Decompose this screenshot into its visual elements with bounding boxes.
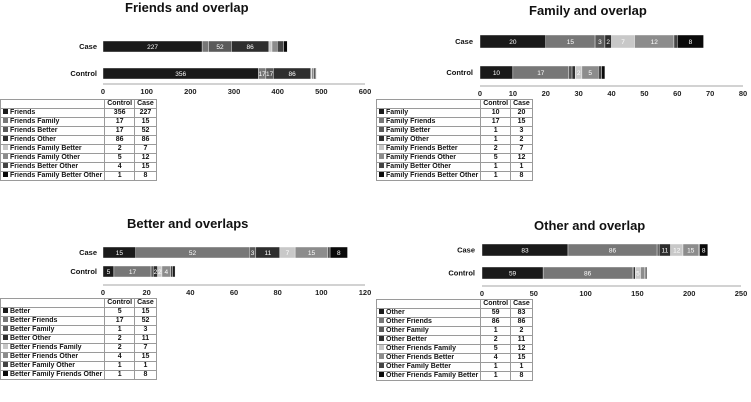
table-cell: 17 — [105, 317, 135, 326]
table-cell: 3 — [511, 127, 533, 136]
x-tick-label: 400 — [271, 87, 284, 96]
series-name: Family Friends Better Other — [386, 172, 479, 179]
table-header: Case — [511, 100, 533, 109]
data-label: 17 — [537, 69, 545, 77]
table-cell: 7 — [135, 145, 157, 154]
table-header — [377, 300, 481, 309]
series-name: Family Other — [386, 136, 429, 143]
table-cell: 12 — [511, 154, 533, 163]
data-label: 52 — [216, 43, 224, 51]
table-cell: 86 — [481, 318, 511, 327]
data-label: 86 — [288, 70, 296, 78]
table-cell: 7 — [511, 145, 533, 154]
table-cell: 86 — [105, 136, 135, 145]
table-cell: 4 — [105, 353, 135, 362]
table-cell: 10 — [481, 109, 511, 118]
data-label: 59 — [508, 270, 517, 278]
table-cell: 17 — [105, 127, 135, 136]
table-header: Case — [511, 300, 533, 309]
table-header: Control — [481, 100, 511, 109]
data-label: 5 — [106, 268, 111, 276]
table-cell: 1 — [481, 363, 511, 372]
table-cell: 17 — [105, 118, 135, 127]
table-cell: 1 — [481, 172, 511, 181]
series-name: Friends — [10, 109, 36, 116]
category-label: Control — [70, 69, 97, 78]
x-tick-label: 60 — [229, 288, 239, 297]
x-tick-label: 200 — [682, 289, 696, 298]
data-label: 15 — [307, 249, 316, 257]
x-tick-label: 120 — [358, 288, 372, 297]
series-name: Other Friends Better — [386, 354, 455, 361]
legend-swatch — [379, 336, 384, 341]
table-cell: 12 — [511, 345, 533, 354]
data-label: 11 — [661, 247, 669, 255]
table-cell: 15 — [511, 354, 533, 363]
bar-segment — [646, 267, 647, 279]
x-tick-label: 50 — [640, 89, 649, 98]
data-label: 11 — [264, 249, 272, 257]
table-header: Control — [105, 299, 135, 308]
table-cell: 1 — [511, 363, 533, 372]
table-cell: 15 — [135, 308, 157, 317]
x-tick-label: 0 — [100, 288, 106, 297]
data-label: 3 — [250, 249, 255, 257]
table-cell: 52 — [135, 317, 157, 326]
x-tick-label: 0 — [100, 87, 106, 96]
table-cell: 2 — [105, 145, 135, 154]
data-label: 8 — [688, 38, 693, 46]
table-cell: 356 — [105, 109, 135, 118]
table-row — [377, 363, 533, 372]
series-name: Friends Family Better Other — [10, 172, 103, 179]
data-label: 17 — [128, 268, 137, 276]
table-cell: 20 — [511, 109, 533, 118]
data-label: 20 — [509, 38, 517, 46]
table-cell: 1 — [481, 327, 511, 336]
table-row — [377, 354, 533, 363]
series-name: Other Family Better — [386, 363, 451, 370]
table-cell: 12 — [135, 154, 157, 163]
series-label — [377, 309, 481, 318]
series-label — [377, 327, 481, 336]
category-label: Case — [455, 37, 473, 46]
table-row — [377, 318, 533, 327]
category-label: Case — [457, 245, 475, 255]
x-tick-label: 200 — [184, 87, 197, 96]
data-label: 52 — [188, 249, 197, 257]
series-name: Family Better Other — [386, 163, 451, 170]
series-name: Better — [10, 308, 31, 315]
table-cell: 15 — [135, 118, 157, 127]
table-cell: 86 — [511, 318, 533, 327]
data-label: 17 — [265, 70, 274, 78]
x-tick-label: 100 — [140, 87, 153, 96]
table-cell: 7 — [135, 344, 157, 353]
table-cell: 11 — [135, 335, 157, 344]
table-cell: 1 — [105, 362, 135, 371]
legend-swatch — [379, 327, 384, 332]
table-cell: 52 — [135, 127, 157, 136]
series-name: Other Friends — [386, 318, 432, 325]
category-label: Case — [79, 42, 97, 51]
table-cell: 1 — [135, 362, 157, 371]
table-row — [377, 345, 533, 354]
data-label: 7 — [285, 249, 290, 257]
table-cell: 86 — [135, 136, 157, 145]
category-label: Control — [70, 267, 97, 276]
data-label: 8 — [701, 247, 706, 255]
data-label: 15 — [115, 249, 123, 257]
legend-swatch — [379, 363, 384, 368]
data-label: 86 — [246, 43, 254, 51]
data-label: 12 — [673, 247, 681, 255]
x-tick-label: 80 — [738, 89, 748, 98]
chart-title: Family and overlap — [529, 3, 647, 18]
legend-swatch — [379, 345, 384, 350]
series-name: Friends Better — [10, 127, 58, 134]
table-cell: 1 — [105, 326, 135, 335]
bar-segment — [641, 267, 645, 279]
data-label: 5 — [588, 69, 592, 77]
series-name: Family — [386, 109, 409, 116]
x-tick-label: 600 — [358, 87, 372, 96]
table-cell: 2 — [105, 344, 135, 353]
table-cell: 83 — [511, 309, 533, 318]
table-cell: 59 — [481, 309, 511, 318]
table-cell: 1 — [481, 163, 511, 172]
series-name: Friends Family Better — [10, 145, 82, 152]
table-cell: 1 — [105, 371, 135, 380]
series-name: Better Friends Family — [10, 344, 82, 351]
series-name: Better Friends — [10, 317, 58, 324]
x-tick-label: 0 — [479, 289, 485, 298]
x-tick-label: 500 — [315, 87, 328, 96]
table-cell: 5 — [105, 154, 135, 163]
series-label — [377, 336, 481, 345]
data-label: 17 — [258, 70, 266, 78]
table-row — [377, 327, 533, 336]
series-label — [377, 363, 481, 372]
series-name: Better Other — [10, 335, 51, 342]
x-tick-label: 300 — [227, 87, 241, 96]
series-label — [377, 372, 481, 381]
chart-title: Other and overlap — [534, 218, 646, 233]
table-cell: 5 — [105, 308, 135, 317]
legend-swatch — [379, 318, 384, 323]
series-name: Friends Better Other — [10, 163, 79, 170]
table-cell: 2 — [511, 136, 533, 145]
chart-title: Better and overlaps — [127, 216, 249, 231]
x-tick-label: 150 — [631, 289, 644, 298]
table-cell: 15 — [135, 163, 157, 172]
x-tick-label: 100 — [315, 288, 328, 297]
chart-title: Friends and overlap — [125, 0, 249, 15]
x-tick-label: 40 — [186, 288, 195, 297]
table-cell: 8 — [135, 172, 157, 181]
series-name: Other Family — [386, 327, 429, 334]
table-cell: 8 — [135, 371, 157, 380]
table-cell: 15 — [135, 353, 157, 362]
x-tick-label: 40 — [607, 89, 616, 98]
x-tick-label: 50 — [529, 289, 538, 298]
series-name: Other Friends Family Better — [386, 372, 479, 379]
data-label: 2 — [157, 268, 162, 276]
table-cell: 1 — [481, 372, 511, 381]
table-header: Control — [481, 300, 511, 309]
data-label: 356 — [175, 70, 187, 78]
x-tick-label: 60 — [673, 89, 682, 98]
table-row — [377, 372, 533, 381]
table-cell: 2 — [511, 327, 533, 336]
table-cell: 4 — [481, 354, 511, 363]
data-label: 5 — [636, 270, 640, 278]
legend-swatch — [379, 309, 384, 314]
x-tick-label: 80 — [273, 288, 282, 297]
table-cell: 1 — [105, 172, 135, 181]
table-header: Case — [135, 299, 157, 308]
table-cell: 2 — [481, 336, 511, 345]
table-cell: 5 — [481, 345, 511, 354]
x-tick-label: 20 — [541, 89, 550, 98]
bar-segment — [657, 244, 659, 256]
series-name: Family Friends Better — [386, 145, 458, 152]
series-name: Friends Family Other — [10, 154, 81, 161]
series-name: Other — [386, 309, 405, 316]
x-tick-label: 100 — [579, 289, 592, 298]
data-label: 2 — [153, 268, 158, 276]
table-cell: 227 — [135, 109, 157, 118]
x-tick-label: 0 — [477, 89, 483, 98]
series-name: Other Better — [386, 336, 427, 343]
series-name: Family Friends — [386, 118, 436, 125]
bar-segment — [633, 267, 635, 279]
series-name: Better Friends Other — [10, 353, 79, 360]
legend-swatch — [379, 354, 384, 359]
data-label: 10 — [492, 69, 501, 77]
table-cell: 5 — [481, 154, 511, 163]
table-row — [377, 309, 533, 318]
table-cell: 4 — [105, 163, 135, 172]
table-cell: 2 — [105, 335, 135, 344]
table-cell: 1 — [481, 127, 511, 136]
data-label: 2 — [576, 69, 581, 77]
category-label: Control — [446, 68, 473, 77]
x-tick-label: 10 — [508, 89, 518, 98]
series-label — [377, 345, 481, 354]
data-table — [376, 299, 533, 381]
data-label: 83 — [521, 247, 529, 255]
data-label: 8 — [336, 249, 341, 257]
x-tick-label: 70 — [705, 89, 715, 98]
table-cell: 3 — [135, 326, 157, 335]
category-label: Case — [79, 248, 97, 257]
table-cell: 8 — [511, 372, 533, 381]
table-cell: 15 — [511, 118, 533, 127]
table-cell: 1 — [511, 163, 533, 172]
data-label: 15 — [687, 247, 695, 255]
data-label: 4 — [164, 268, 169, 276]
series-name: Friends Family — [10, 118, 60, 125]
data-label: 7 — [621, 38, 625, 46]
table-cell: 8 — [511, 172, 533, 181]
category-label: Control — [448, 268, 475, 278]
table-header: Case — [135, 100, 157, 109]
table-cell: 1 — [481, 136, 511, 145]
data-label: 227 — [147, 43, 158, 51]
series-label — [377, 354, 481, 363]
data-label: 86 — [584, 270, 592, 278]
series-name: Other Friends Family — [386, 345, 457, 352]
series-name: Better Family Other — [10, 362, 75, 369]
data-label: 86 — [608, 247, 617, 255]
table-cell: 17 — [481, 118, 511, 127]
data-label: 3 — [598, 38, 602, 46]
table-cell: 11 — [511, 336, 533, 345]
series-label — [377, 318, 481, 327]
series-name: Better Family Friends Other — [10, 371, 103, 378]
x-tick-label: 30 — [574, 89, 583, 98]
data-label: 15 — [566, 38, 575, 46]
series-name: Better Family — [10, 326, 55, 333]
series-name: Family Friends Other — [386, 154, 457, 161]
x-tick-label: 20 — [142, 288, 151, 297]
series-name: Family Better — [386, 127, 431, 134]
legend-swatch — [379, 372, 384, 377]
series-name: Friends Other — [10, 136, 56, 143]
data-label: 12 — [650, 38, 658, 46]
table-header: Control — [105, 100, 135, 109]
table-row — [377, 336, 533, 345]
table-cell: 2 — [481, 145, 511, 154]
data-label: 2 — [606, 38, 611, 46]
x-tick-label: 250 — [734, 289, 748, 298]
